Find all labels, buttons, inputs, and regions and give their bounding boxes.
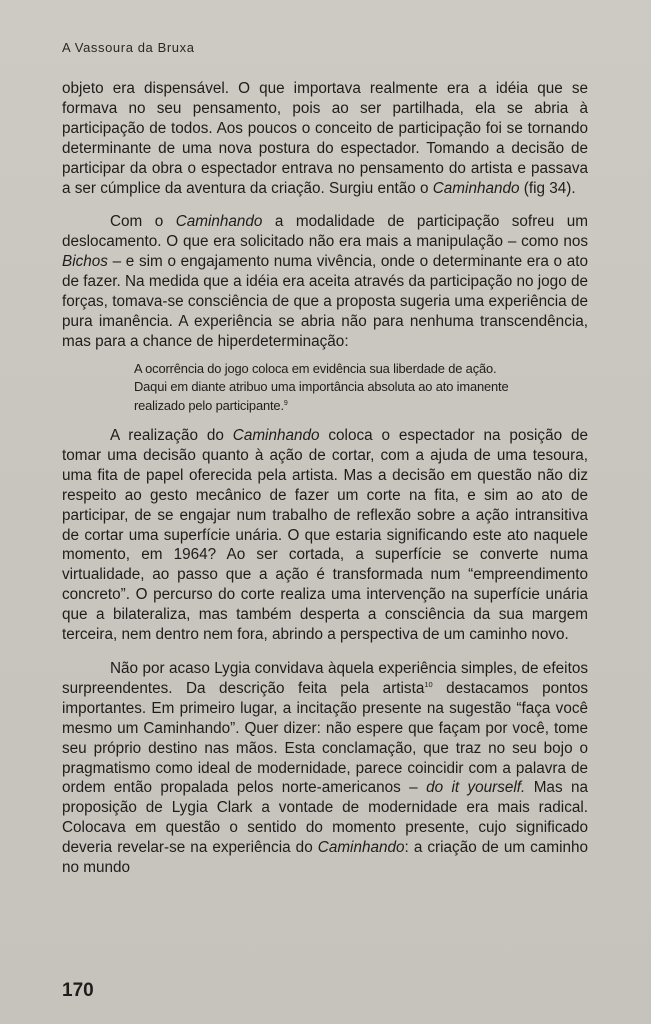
- body-text: [62, 79, 588, 878]
- block-quote: A ocorrência do jogo coloca em evidência sua liberdade de ação. Daqui em diante atribuo uma importância absoluta ao ato imanente realizado pelo participante.$^9$: [134, 360, 509, 413]
- footnote-ref-9: 9: [283, 399, 288, 407]
- paragraph-3: A realização do Caminhando coloca o espectador na posição de tomar uma decisão quanto à ação de cortar, com a ajuda de uma tesoura, uma fita de papel oferecida pela artista. Mas a decisão em questão não diz respeito ao gesto mecânico de fazer um corte na fita, e sim ao ato de participar, de se engajar num trabalho de reflexão sobre a ação intransitiva de cortar uma superfície unária. O que estaria significando este ato naquele momento, em 1964? Ao ser cortada, a superfície se converte numa virtualidade, ao passo que a ação é transformada num “empreendimento concreto”. O percurso do corte realiza uma intervenção na superfície unária que a bilateraliza, mas também desperta a consciência da sua margem terceira, nem dentro nem fora, abrindo a perspectiva de um caminho novo.: [62, 427, 588, 644]
- paragraph-1: objeto era dispensável. O que importava realmente era a idéia que se formava no seu pensamento, pois ao ser partilhada, ela se abria à participação de todos. Aos poucos o conceito de participação foi se tornando determinante de uma nova postura do espectador. Tomando a decisão de participar da obra o espectador entrava no pensamento do artista e passava a ser cúmplice da aventura da criação. Surgiu então o Caminhando (fig 34).: [62, 80, 588, 197]
- running-head: A Vassoura da Bruxa: [62, 40, 195, 55]
- paragraph-2: Com o Caminhando a modalidade de participação sofreu um deslocamento. O que era solicitado não era mais a manipulação – como nos Bichos – e sim o engajamento numa vivência, onde o determinante era o ato de fazer. Na medida que a idéia era aceita através da participação no jogo de forças, tomava-se consciência de que a proposta sugeria uma experiência de pura imanência. A experiência se abria não para nenhuma transcendência, mas para a chance de hiperdeterminação:: [62, 213, 588, 350]
- page-number: 170: [62, 980, 94, 1001]
- footnote-ref-10: 10: [424, 679, 433, 689]
- paragraph-4: Não por acaso Lygia convidava àquela experiência simples, de efeitos surpreendentes. Da descrição feita pela artista$^{10}$ destacamos pontos importantes. Em primeiro lugar, a incitação presente na sugestão “faça você mesmo um Caminhando”. Quer dizer: não espere que façam por você, tome seu próprio destino nas mãos. Esta conclamação, que traz no seu bojo o pragmatismo como ideal de modernidade, parece coincidir com a palavra de ordem então propalada pelos norte-americanos – do it yourself. Mas na proposição de Lygia Clark a vontade de modernidade era mais radical. Colocava em questão o sentido do momento presente, cujo significado deveria revelar-se na experiência do Caminhando: a criação de um caminho no mundo: [62, 659, 589, 877]
